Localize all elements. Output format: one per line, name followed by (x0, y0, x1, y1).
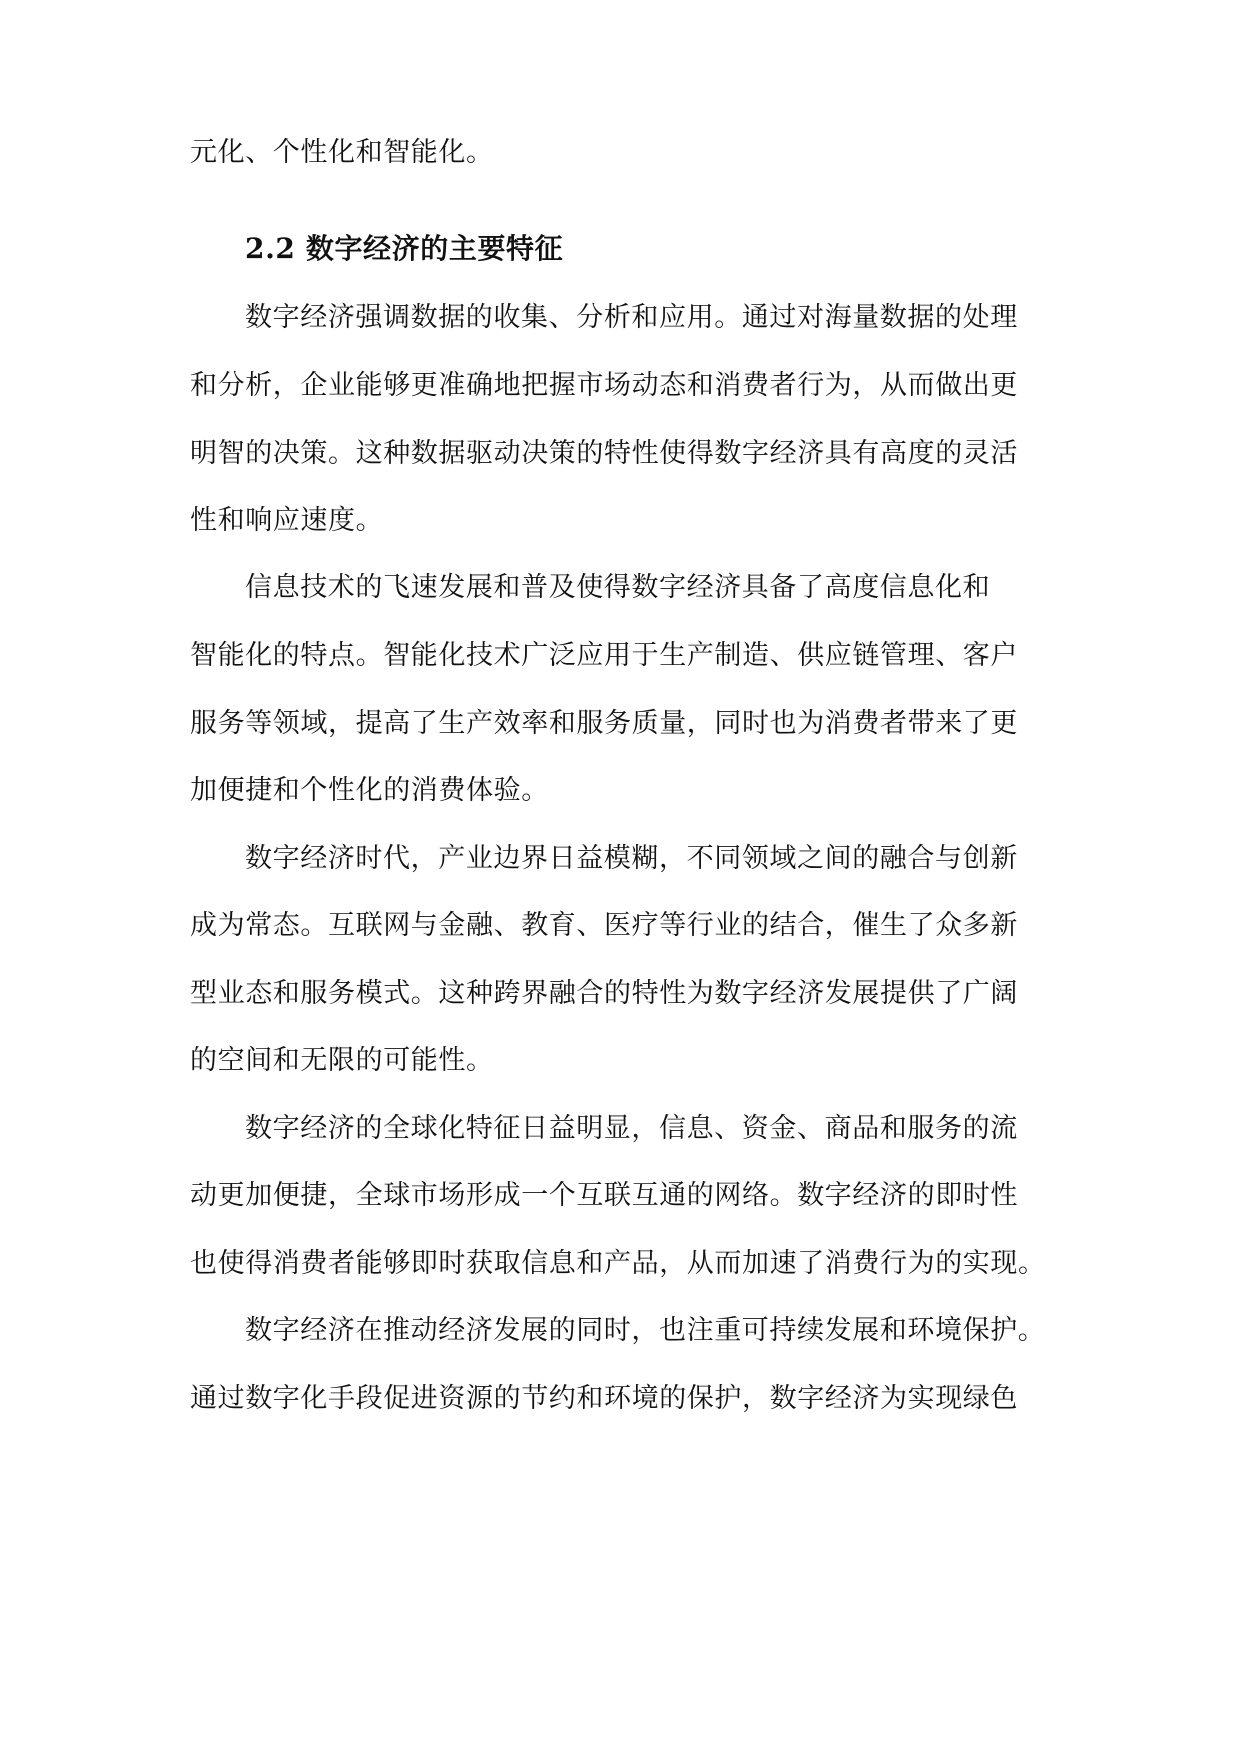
paragraph-line: 数字经济的全球化特征日益明显，信息、资金、商品和服务的流 (245, 1113, 1018, 1144)
paragraph-line: 明智的决策。这种数据驱动决策的特性使得数字经济具有高度的灵活 (190, 438, 1018, 469)
paragraph-line: 智能化的特点。智能化技术广泛应用于生产制造、供应链管理、客户 (190, 640, 1018, 671)
paragraph-line: 和分析，企业能够更准确地把握市场动态和消费者行为，从而做出更 (190, 370, 1018, 401)
paragraph-line: 也使得消费者能够即时获取信息和产品，从而加速了消费行为的实现。 (190, 1248, 1046, 1279)
paragraph-line: 动更加便捷，全球市场形成一个互联互通的网络。数字经济的即时性 (190, 1180, 1018, 1211)
paragraph-line: 型业态和服务模式。这种跨界融合的特性为数字经济发展提供了广阔 (190, 978, 1018, 1009)
continuation-line: 元化、个性化和智能化。 (190, 137, 494, 168)
paragraph-line: 数字经济时代，产业边界日益模糊，不同领域之间的融合与创新 (245, 843, 1018, 874)
paragraph-line: 数字经济在推动经济发展的同时，也注重可持续发展和环境保护。 (245, 1315, 1046, 1346)
paragraph-line: 信息技术的飞速发展和普及使得数字经济具备了高度信息化和 (245, 572, 991, 603)
section-heading: 2.2 数字经济的主要特征 (245, 232, 564, 265)
paragraph-line: 加便捷和个性化的消费体验。 (190, 775, 549, 806)
paragraph-line: 的空间和无限的可能性。 (190, 1045, 494, 1076)
paragraph-line: 成为常态。互联网与金融、教育、医疗等行业的结合，催生了众多新 (190, 910, 1018, 941)
paragraph-line: 通过数字化手段促进资源的节约和环境的保护，数字经济为实现绿色 (190, 1383, 1018, 1414)
paragraph-line: 服务等领域，提高了生产效率和服务质量，同时也为消费者带来了更 (190, 708, 1018, 739)
paragraph-line: 性和响应速度。 (190, 505, 384, 536)
paragraph-line: 数字经济强调数据的收集、分析和应用。通过对海量数据的处理 (245, 302, 1018, 333)
